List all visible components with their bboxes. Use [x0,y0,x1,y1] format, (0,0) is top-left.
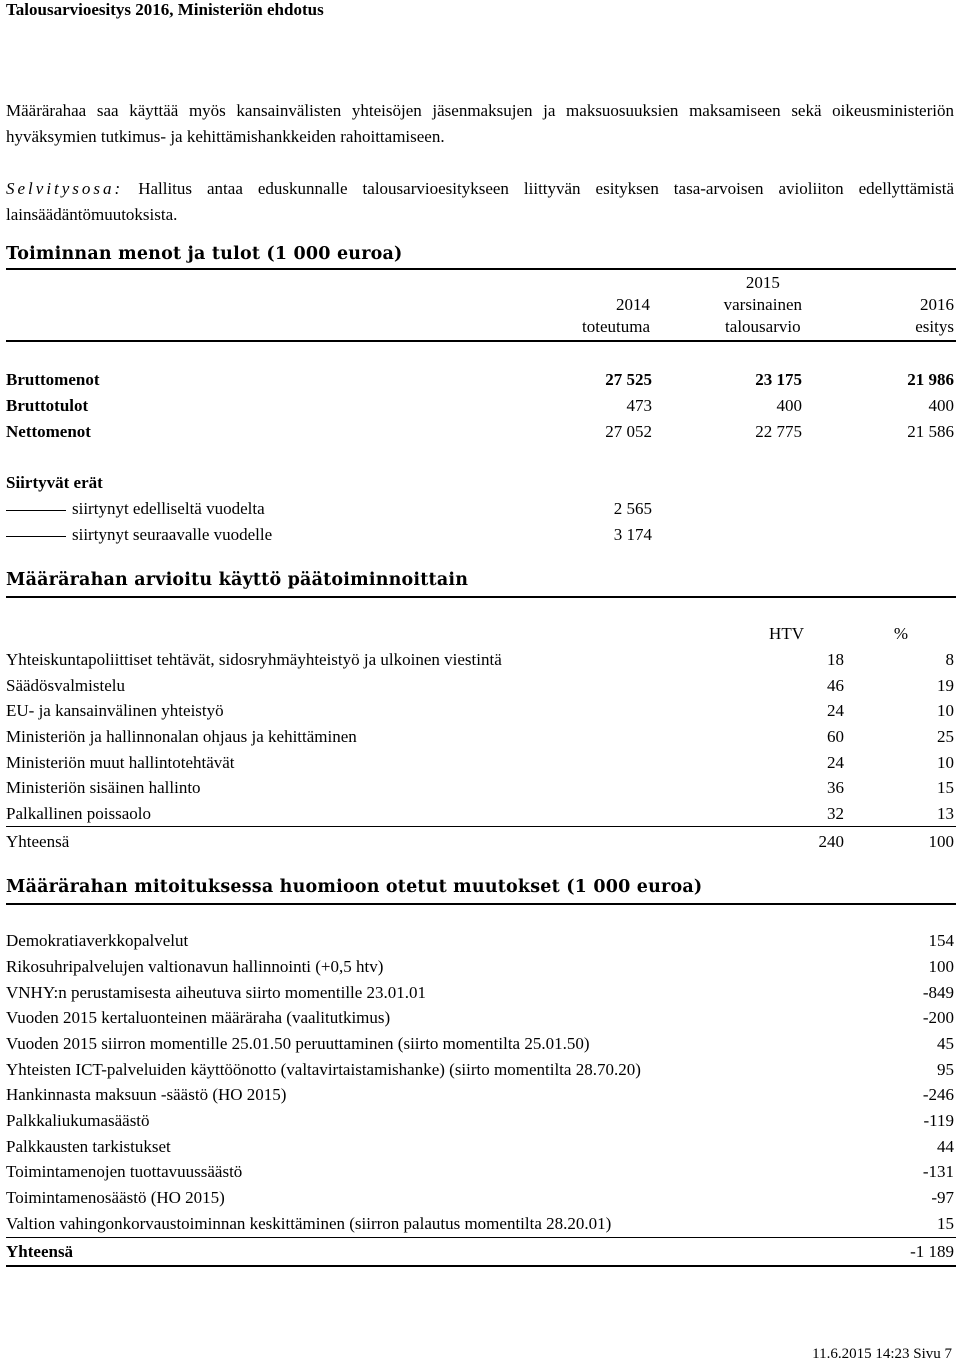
row-label: EU- ja kansainvälinen yhteistyö [6,701,224,720]
list-item [6,1082,956,1108]
col-2016-year: 2016 [920,295,954,314]
list-item [6,1185,956,1211]
row-label: Nettomenot [6,422,91,441]
value-2014: 473 [626,396,652,415]
row-label: Bruttomenot [6,370,100,389]
total-row [6,829,956,855]
list-item [6,1057,956,1083]
value-2014: 27 525 [605,370,652,389]
change-value: -131 [922,1162,954,1181]
table-row [6,393,956,419]
col-2015-sub1: varsinainen [723,295,802,314]
htv-value: 18 [827,650,844,669]
section3-top-rule [6,903,956,905]
section3-total-rule [6,1237,956,1238]
change-label: VNHY:n perustamisesta aiheutuva siirto momentille 23.01.01 [6,983,427,1002]
change-label: Yhteisten ICT-palveluiden käyttöönotto (valtavirtaistamishanke) (siirto momentilta 28.70.20) [6,1060,641,1079]
total-label: Yhteensä [6,1242,74,1261]
list-item [6,928,956,954]
htv-value: 36 [827,778,844,797]
change-label: Rikosuhripalvelujen valtionavun hallinnointi (+0,5 htv) [6,957,384,976]
pct-value: 15 [937,778,954,797]
total-row [6,1239,956,1265]
col-2014-year: 2014 [616,295,650,314]
siirtyvat-title [6,470,956,496]
list-item [6,522,956,548]
change-label: Vuoden 2015 siirron momentille 25.01.50 peruuttaminen (siirto momentilta 25.01.50) [6,1034,590,1053]
siirtyvat-value: 3 174 [613,525,652,544]
total-label: Yhteensä [6,832,70,851]
table-row [6,367,956,393]
value-2014: 27 052 [605,422,652,441]
paragraph-usage: Määrärahaa saa käyttää myös kansainvälisten yhteisöjen jäsenmaksujen ja maksuosuuksien maksamiseen sekä oikeusministeriön hyväksymien tutkimus- ja kehittämishankkeiden rahoittamiseen. [6,101,954,146]
section1-title: Toiminnan menot ja tulot (1 000 euroa) [6,244,403,264]
htv-value: 60 [827,727,844,746]
change-label: Palkkausten tarkistukset [6,1137,171,1156]
table-row [6,419,956,445]
page-header: Talousarvioesitys 2016, Ministeriön ehdotus [6,0,324,19]
change-label: Valtion vahingonkorvaustoiminnan keskittäminen (siirron palautus momentilta 28.20.01) [6,1214,612,1233]
explanation-lead: Selvitysosa: [6,179,124,198]
col-2015-header [724,272,802,338]
change-value: 95 [937,1060,954,1079]
pct-value: 13 [937,804,954,823]
section3-title: Määrärahan mitoituksessa huomioon otetut muutokset (1 000 euroa) [6,877,703,897]
section1-top-rule [6,268,956,270]
list-item [6,1211,956,1237]
change-label: Vuoden 2015 kertaluonteinen määräraha (vaalitutkimus) [6,1008,391,1027]
row-label: Palkallinen poissaolo [6,804,151,823]
dash-mark [6,536,66,537]
siirtyvat-value: 2 565 [613,499,652,518]
col-2015-sub2: talousarvio [725,317,801,336]
siirtyvat-label: siirtynyt edelliseltä vuodelta [72,499,265,518]
dash-mark [6,510,66,511]
change-value: 154 [928,931,954,950]
row-label: Ministeriön sisäinen hallinto [6,778,201,797]
siirtyvat-label: siirtynyt seuraavalle vuodelle [72,525,273,544]
table-row [6,647,956,673]
row-label: Bruttotulot [6,396,89,415]
list-item [6,1134,956,1160]
change-value: -246 [922,1085,954,1104]
change-label: Toimintamenojen tuottavuussäästö [6,1162,243,1181]
pct-value: 10 [937,753,954,772]
col-2016-sub: esitys [915,317,954,336]
htv-value: 24 [827,753,844,772]
table-row [6,673,956,699]
value-2016: 21 986 [907,370,954,389]
total-pct: 100 [928,832,954,851]
col-2015-year: 2015 [745,273,780,292]
change-value: 15 [937,1214,954,1233]
col-pct-header: % [893,624,908,643]
htv-value: 32 [827,804,844,823]
pct-value: 8 [945,650,954,669]
section2-total-rule [6,826,956,827]
value-2016: 400 [928,396,954,415]
col-2016-header [915,294,954,338]
change-value: -200 [922,1008,954,1027]
list-item [6,1108,956,1134]
change-value: 100 [928,957,954,976]
htv-value: 24 [827,701,844,720]
pct-value: 10 [937,701,954,720]
value-2015: 400 [776,396,802,415]
change-value: -849 [922,983,954,1002]
pct-value: 25 [937,727,954,746]
total-value: -1 189 [910,1242,954,1261]
table-row [6,724,956,750]
col-2014-header [582,294,650,338]
section2-title: Määrärahan arvioitu käyttö päätoiminnoittain [6,570,469,590]
change-value: -97 [931,1188,954,1207]
table-row [6,801,956,827]
list-item [6,496,956,522]
section1-header-rule [6,340,956,342]
page-footer: 11.6.2015 14:23 Sivu 7 [812,1346,952,1362]
list-item [6,954,956,980]
list-item [6,1005,956,1031]
list-item [6,1031,956,1057]
row-label: Säädösvalmistelu [6,676,125,695]
list-item [6,1159,956,1185]
list-item [6,980,956,1006]
value-2015: 23 175 [755,370,802,389]
change-label: Demokratiaverkkopalvelut [6,931,189,950]
section3-bottom-rule [6,1265,956,1267]
change-value: -119 [923,1111,954,1130]
change-label: Toimintamenosäästö (HO 2015) [6,1188,225,1207]
table-row [6,775,956,801]
table-row [6,698,956,724]
paragraph-explanation [6,176,954,228]
section2-col-headers [6,621,956,647]
value-2016: 21 586 [907,422,954,441]
table-row [6,750,956,776]
col-htv-header: HTV [769,624,804,643]
total-htv: 240 [818,832,844,851]
change-label: Hankinnasta maksuun -säästö (HO 2015) [6,1085,287,1104]
row-label: Yhteiskuntapoliittiset tehtävät, sidosryhmäyhteistyö ja ulkoinen viestintä [6,650,502,669]
value-2015: 22 775 [755,422,802,441]
siirtyvat-title-text: Siirtyvät erät [6,473,103,492]
change-value: 44 [937,1137,954,1156]
pct-value: 19 [937,676,954,695]
row-label: Ministeriön ja hallinnonalan ohjaus ja kehittäminen [6,727,357,746]
change-value: 45 [937,1034,954,1053]
section2-top-rule [6,596,956,598]
htv-value: 46 [827,676,844,695]
row-label: Ministeriön muut hallintotehtävät [6,753,235,772]
change-label: Palkkaliukumasäästö [6,1111,150,1130]
explanation-text: Hallitus antaa eduskunnalle talousarvioesitykseen liittyvän esityksen tasa-arvoisen avioliiton edellyttämistä lainsäädäntömuutoksista. [6,179,954,224]
col-2014-sub: toteutuma [582,317,650,336]
